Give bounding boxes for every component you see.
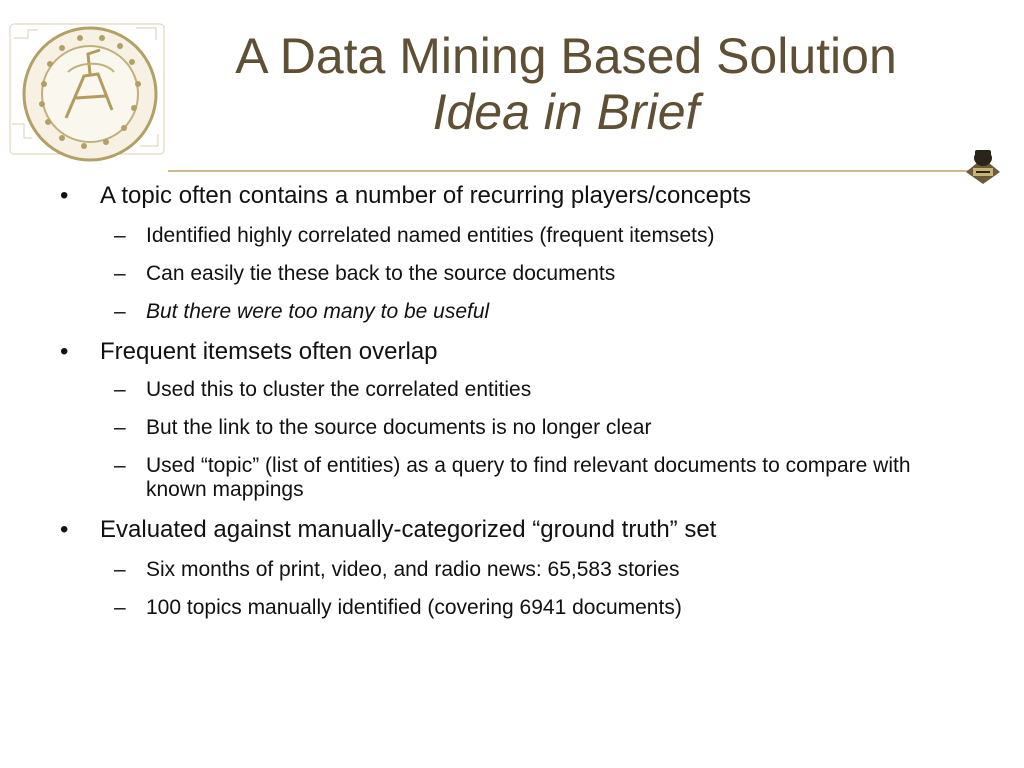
dash-marker: – xyxy=(114,416,126,439)
sub-bullet-text: Identified highly correlated named entities (frequent itemsets) xyxy=(146,224,715,247)
sub-bullet-3-2 xyxy=(114,596,946,620)
dash-marker: – xyxy=(114,558,126,581)
sub-bullet-text: Can easily tie these back to the source documents xyxy=(146,262,616,285)
dash-marker: – xyxy=(114,378,126,401)
dash-marker: – xyxy=(114,224,126,247)
bullet-text: Frequent itemsets often overlap xyxy=(100,338,438,365)
sub-bullet-1-1 xyxy=(114,224,946,248)
sub-bullet-text: But the link to the source documents is no longer clear xyxy=(146,416,652,439)
dash-marker: – xyxy=(114,300,126,323)
dash-marker: – xyxy=(114,262,126,285)
bullet-marker: • xyxy=(60,182,69,209)
sub-bullet-1-3 xyxy=(114,300,946,324)
title-subtitle: Idea in Brief xyxy=(432,84,700,140)
bullet-marker: • xyxy=(60,516,69,543)
title-divider xyxy=(168,170,998,172)
sub-bullet-text: 100 topics manually identified (covering 6941 documents) xyxy=(146,596,682,619)
bullet-text: Evaluated against manually-categorized “ground truth” set xyxy=(100,516,717,543)
sub-bullet-2-1 xyxy=(114,378,946,402)
bullet-marker: • xyxy=(60,338,69,365)
sub-bullet-text: Used “topic” (list of entities) as a query to find relevant documents to compare with known mappings xyxy=(146,454,911,501)
sub-bullet-text: But there were too many to be useful xyxy=(146,300,490,323)
slide-title xyxy=(186,28,946,140)
bullet-text: A topic often contains a number of recurring players/concepts xyxy=(100,182,752,209)
dash-marker: – xyxy=(114,454,126,477)
bullet-3 xyxy=(60,516,980,544)
sub-bullet-3-1 xyxy=(114,558,946,582)
sub-bullet-1-2 xyxy=(114,262,946,286)
title-main: A Data Mining Based Solution xyxy=(235,28,897,84)
bullet-2 xyxy=(60,338,980,366)
sub-bullet-2-2 xyxy=(114,416,946,440)
dash-marker: – xyxy=(114,596,126,619)
sub-bullet-2-3 xyxy=(114,454,946,502)
sub-bullet-text: Six months of print, video, and radio news: 65,583 stories xyxy=(146,558,680,581)
bullet-1 xyxy=(60,182,980,210)
sub-bullet-text: Used this to cluster the correlated entities xyxy=(146,378,532,401)
purdue-university-seal xyxy=(8,14,166,164)
